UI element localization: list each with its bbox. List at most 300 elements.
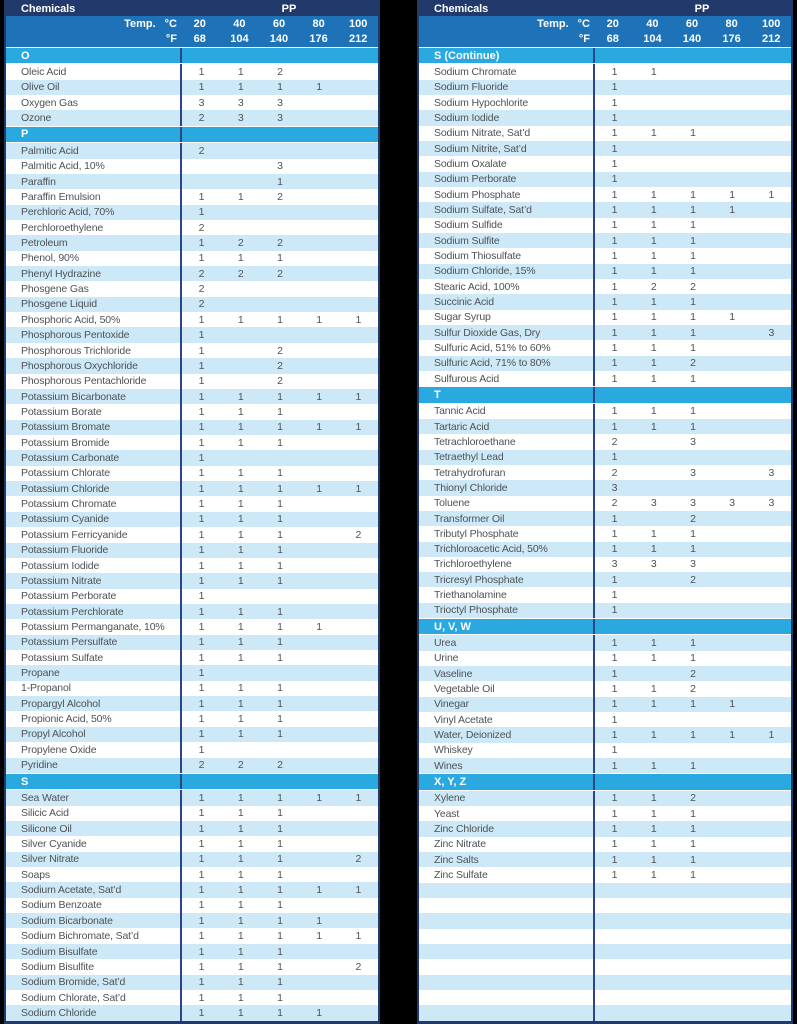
rating-values [593,279,791,294]
rating-cell: 1 [650,698,657,711]
rating-cell: 2 [611,466,618,479]
celsius-tick: 40 [646,17,659,30]
rating-cell [595,898,634,913]
rating-cell: 1 [650,249,657,262]
chemical-row [6,374,378,389]
rating-cell: 1 [237,930,244,943]
rating-cell: 1 [237,791,244,804]
rating-cell: 1 [237,421,244,434]
rating-cell: 1 [277,697,283,710]
chemical-name: Palmitic Acid, 10% [21,160,105,173]
chemical-name: Xylene [434,792,466,805]
chemical-name: Phosgene Gas [21,283,89,296]
rating-cell: 2 [198,112,205,125]
rating-cell [752,64,791,79]
rating-cell: 1 [611,326,618,339]
rating-cell [221,358,260,373]
rating-values [593,233,791,248]
rating-cell: 1 [198,868,205,881]
chemical-name: Potassium Perchlorate [21,605,124,618]
chemical-name: Zinc Nitrate [434,838,486,851]
rating-values [593,867,791,882]
rating-cell: 3 [690,435,696,448]
rating-cell [300,159,339,174]
fahrenheit-tick: 176 [309,33,328,46]
chemical-name: Phosphorous Pentachloride [21,375,147,388]
rating-cell [752,264,791,279]
rating-cell [634,434,673,449]
rating-cell: 2 [277,267,283,280]
rating-cell [339,589,378,604]
rating-values [593,681,791,696]
celsius-tick: 60 [685,17,699,30]
rating-cell: 1 [650,65,657,78]
chemical-row [6,928,378,943]
rating-cell [713,95,752,110]
rating-values [180,913,378,928]
rating-cell: 1 [690,838,696,851]
rating-cell [634,450,673,465]
chemical-name: Sodium Bisulfite [21,960,94,973]
chemical-row [6,913,378,928]
rating-cell [713,944,752,959]
chemical-name: Tetrahydrofuran [434,466,506,479]
rating-cell: 1 [611,65,618,78]
rating-cell [634,743,673,758]
chemical-row [419,806,791,821]
rating-cell [673,883,712,898]
chemical-row [419,496,791,511]
rating-cell [339,343,378,358]
rating-cell [752,202,791,217]
rating-cell [634,1005,673,1020]
rating-cell: 1 [611,280,618,293]
chemical-row [419,867,791,882]
rating-cell: 1 [277,884,283,897]
rating-values [593,264,791,279]
rating-cell: 3 [611,481,618,494]
rating-cell: 1 [316,482,323,495]
rating-values [593,465,791,480]
temp-label: Temp. [537,17,569,30]
chemical-row [6,619,378,634]
chemical-name: Soaps [21,868,51,881]
rating-cell [339,251,378,266]
rating-cell [300,758,339,773]
chemical-row [6,852,378,867]
rating-cell [673,898,712,913]
rating-values [180,790,378,805]
rating-cell: 2 [355,853,362,866]
rating-cell [673,141,712,156]
chemical-name: Potassium Carbonate [21,452,120,465]
rating-cell [300,143,339,158]
rating-cell: 1 [690,341,696,354]
rating-values [593,712,791,727]
rating-cell: 1 [237,574,244,587]
rating-values [180,1005,378,1020]
rating-cell: 3 [611,558,618,571]
rating-cell [339,696,378,711]
rating-cell [634,944,673,959]
rating-cell [300,821,339,836]
chemical-row [6,95,378,110]
rating-cell [713,990,752,1005]
rating-cell [300,742,339,757]
rating-cell [339,573,378,588]
rating-cell [713,419,752,434]
rating-cell: 2 [237,759,244,772]
chemical-name: Triethanolamine [434,589,507,602]
chemical-row [6,266,378,281]
chemical-name: Stearic Acid, 100% [434,280,520,293]
rating-cell [673,1005,712,1020]
chemical-row [6,604,378,619]
chemical-name: Sodium Sulfate, Sat’d [434,203,532,216]
chemical-row [419,419,791,434]
chemical-name: Potassium Cyanide [21,513,109,526]
rating-values [180,404,378,419]
rating-cell [339,558,378,573]
rating-values [180,573,378,588]
chemical-name: Propane [21,667,60,680]
rating-cell [260,297,299,312]
chemical-name: Petroleum [21,236,68,249]
chemical-name [419,944,593,959]
rating-cell [752,126,791,141]
rating-cell [713,279,752,294]
rating-cell: 1 [277,559,283,572]
rating-cell: 1 [650,203,657,216]
rating-cell [339,450,378,465]
empty-row [419,959,791,974]
section-header-row [419,618,791,635]
rating-values [593,727,791,742]
rating-cell [595,975,634,990]
rating-cell [634,913,673,928]
chemical-row [419,635,791,650]
rating-cell [339,604,378,619]
rating-cell [339,681,378,696]
chemical-row [419,572,791,587]
rating-cell [339,327,378,342]
rating-cell: 1 [650,683,657,696]
rating-cell: 1 [198,899,205,912]
rating-cell [339,205,378,220]
rating-cell: 1 [198,467,205,480]
chemical-row [6,681,378,696]
chemical-name: Vaseline [434,667,473,680]
rating-cell: 1 [611,311,618,324]
rating-cell: 1 [690,127,696,140]
chemical-name: Propyl Alcohol [21,728,86,741]
rating-cell: 1 [690,869,696,882]
rating-cell [634,587,673,602]
rating-values [593,356,791,371]
rating-cell: 3 [690,497,696,510]
rating-cell: 2 [277,190,283,203]
rating-cell: 3 [768,497,775,510]
rating-cell [713,141,752,156]
rating-cell: 1 [198,976,205,989]
rating-cell [752,929,791,944]
rating-cell: 3 [237,112,244,125]
rating-cell: 1 [611,573,618,586]
chemical-name: Zinc Sulfate [434,869,488,882]
rating-cell [339,110,378,125]
chemical-name: Sulfuric Acid, 51% to 60% [434,341,551,354]
rating-values [180,990,378,1005]
section-label: S (Continue) [434,49,500,62]
rating-cell: 1 [611,527,618,540]
rating-values [180,604,378,619]
chemical-row [6,205,378,220]
rating-cell [713,434,752,449]
chemical-name: Vinegar [434,698,469,711]
rating-cell: 1 [277,405,283,418]
rating-cell [182,159,221,174]
chemical-row [419,465,791,480]
chemical-row [419,791,791,806]
rating-cell [339,742,378,757]
chemical-row [6,174,378,189]
chemical-name: Propionic Acid, 50% [21,713,112,726]
rating-cell [634,80,673,95]
rating-cell [339,836,378,851]
rating-values [593,480,791,495]
rating-values [593,975,791,990]
rating-cell: 1 [355,421,362,434]
chemical-row [6,312,378,327]
rating-cell: 1 [611,683,618,696]
chemical-row [419,727,791,742]
rating-cell: 1 [277,822,283,835]
chemical-name: Potassium Bromate [21,421,111,434]
chemical-row [6,527,378,542]
rating-cell: 1 [198,620,205,633]
chemical-row [419,356,791,371]
rating-cell [300,711,339,726]
rating-cell: 1 [237,559,244,572]
rating-cell [339,281,378,296]
rating-cell: 1 [237,190,244,203]
pp-column-header: PP [694,3,710,15]
rating-cell [221,297,260,312]
rating-cell: 1 [650,295,657,308]
rating-cell: 1 [198,822,205,835]
rating-cell: 1 [237,807,244,820]
rating-cell: 1 [316,421,323,434]
chemical-row [419,233,791,248]
chemical-row [419,526,791,541]
rating-cell: 1 [237,697,244,710]
rating-values [180,297,378,312]
fahrenheit-unit-label: °F [165,33,177,46]
rating-values [180,358,378,373]
rating-cell: 1 [237,899,244,912]
rating-cell: 3 [198,96,205,109]
rating-cell: 1 [237,528,244,541]
rating-cell [673,587,712,602]
rating-cell: 1 [277,713,283,726]
section-header-row [419,47,791,64]
chemical-row [419,187,791,202]
chemical-row [6,481,378,496]
rating-values [180,95,378,110]
rating-values [180,821,378,836]
rating-cell: 1 [690,527,696,540]
chemical-row [6,235,378,250]
chemical-name: Trichloroethylene [434,558,512,571]
rating-values [180,619,378,634]
rating-cell: 1 [277,252,283,265]
rating-cell: 1 [237,544,244,557]
rating-cell: 1 [277,528,283,541]
rating-cell [752,218,791,233]
rating-cell [713,126,752,141]
rating-cell [595,913,634,928]
chemical-name: Wines [434,759,463,772]
chemical-name: Sodium Bicarbonate [21,914,113,927]
rating-values [180,481,378,496]
chemical-row [6,251,378,266]
rating-values [180,928,378,943]
empty-row [419,929,791,944]
rating-cell [713,975,752,990]
rating-cell [752,697,791,712]
rating-cell [260,205,299,220]
rating-cell [752,80,791,95]
chemical-row [419,837,791,852]
rating-values [593,141,791,156]
chemical-row [419,248,791,263]
chemical-row [6,64,378,79]
chemical-row [6,297,378,312]
chemical-name: Propylene Oxide [21,743,97,756]
rating-values [180,312,378,327]
rating-values [180,189,378,204]
rating-values [593,110,791,125]
chemical-name: Zinc Chloride [434,823,494,836]
rating-cell [300,898,339,913]
rating-cell: 1 [611,512,618,525]
rating-cell [300,681,339,696]
rating-values [593,758,791,773]
rating-cell: 1 [237,991,244,1004]
rating-values [180,944,378,959]
rating-cell [713,929,752,944]
rating-cell [221,742,260,757]
rating-cell: 1 [650,527,657,540]
rating-cell [300,573,339,588]
rating-cell: 1 [277,651,283,664]
rating-cell: 1 [690,219,696,232]
rating-cell [752,635,791,650]
chemical-name [419,975,593,990]
rating-cell [339,944,378,959]
rating-cell [673,480,712,495]
rating-cell: 1 [277,914,283,927]
rating-cell: 1 [611,759,618,772]
rating-cell [339,758,378,773]
rating-cell [713,913,752,928]
rating-cell [339,543,378,558]
rating-cell [752,172,791,187]
fahrenheit-tick: 68 [606,33,619,46]
rating-cell: 1 [277,807,283,820]
rating-cell [752,1005,791,1020]
chemical-row [419,294,791,309]
rating-cell: 1 [316,884,323,897]
rating-cell [634,572,673,587]
rating-cell [752,542,791,557]
chemical-name: Tetraethyl Lead [434,451,504,464]
rating-values [180,882,378,897]
chemical-row [419,310,791,325]
rating-cell: 3 [690,558,696,571]
rating-cell [752,666,791,681]
rating-cell [752,557,791,572]
chemical-row [419,218,791,233]
rating-cell: 1 [611,869,618,882]
rating-values [180,205,378,220]
rating-cell: 1 [198,236,205,249]
chemical-name: Ozone [21,112,52,125]
section-label: U, V, W [434,620,471,633]
chemical-name: Transformer Oil [434,512,505,525]
rating-values [593,526,791,541]
rating-cell [713,883,752,898]
rating-cell: 1 [277,498,283,511]
rating-cell [752,867,791,882]
rating-cell [713,340,752,355]
rating-cell: 1 [198,960,205,973]
rating-cell [673,450,712,465]
celsius-tick: 60 [272,17,286,30]
chemical-name: Phosphorous Pentoxide [21,329,130,342]
rating-cell: 3 [277,96,283,109]
fahrenheit-tick: 68 [193,33,206,46]
rating-cell [713,743,752,758]
rating-cell: 2 [237,236,244,249]
rating-cell [300,251,339,266]
chemical-row [6,543,378,558]
rating-cell [260,281,299,296]
chemical-name: Sodium Bromide, Sat’d [21,976,126,989]
rating-cell [752,419,791,434]
section-values-spacer [593,387,791,402]
rating-values [180,143,378,158]
rating-cell: 1 [611,96,618,109]
rating-values [593,248,791,263]
chemical-name: Potassium Permanganate, 10% [21,620,165,633]
rating-cell: 1 [690,234,696,247]
chemical-row [6,420,378,435]
rating-cell [595,1005,634,1020]
rating-values [593,218,791,233]
chemical-name: Sodium Chloride [21,1006,97,1019]
rating-cell [260,450,299,465]
rating-cell [300,696,339,711]
chemical-row [419,697,791,712]
chemical-row [419,542,791,557]
rating-cell [221,220,260,235]
rating-cell [713,233,752,248]
chemical-name: Succinic Acid [434,295,494,308]
chemical-row [6,882,378,897]
rating-values [180,898,378,913]
rating-cell: 1 [277,636,283,649]
